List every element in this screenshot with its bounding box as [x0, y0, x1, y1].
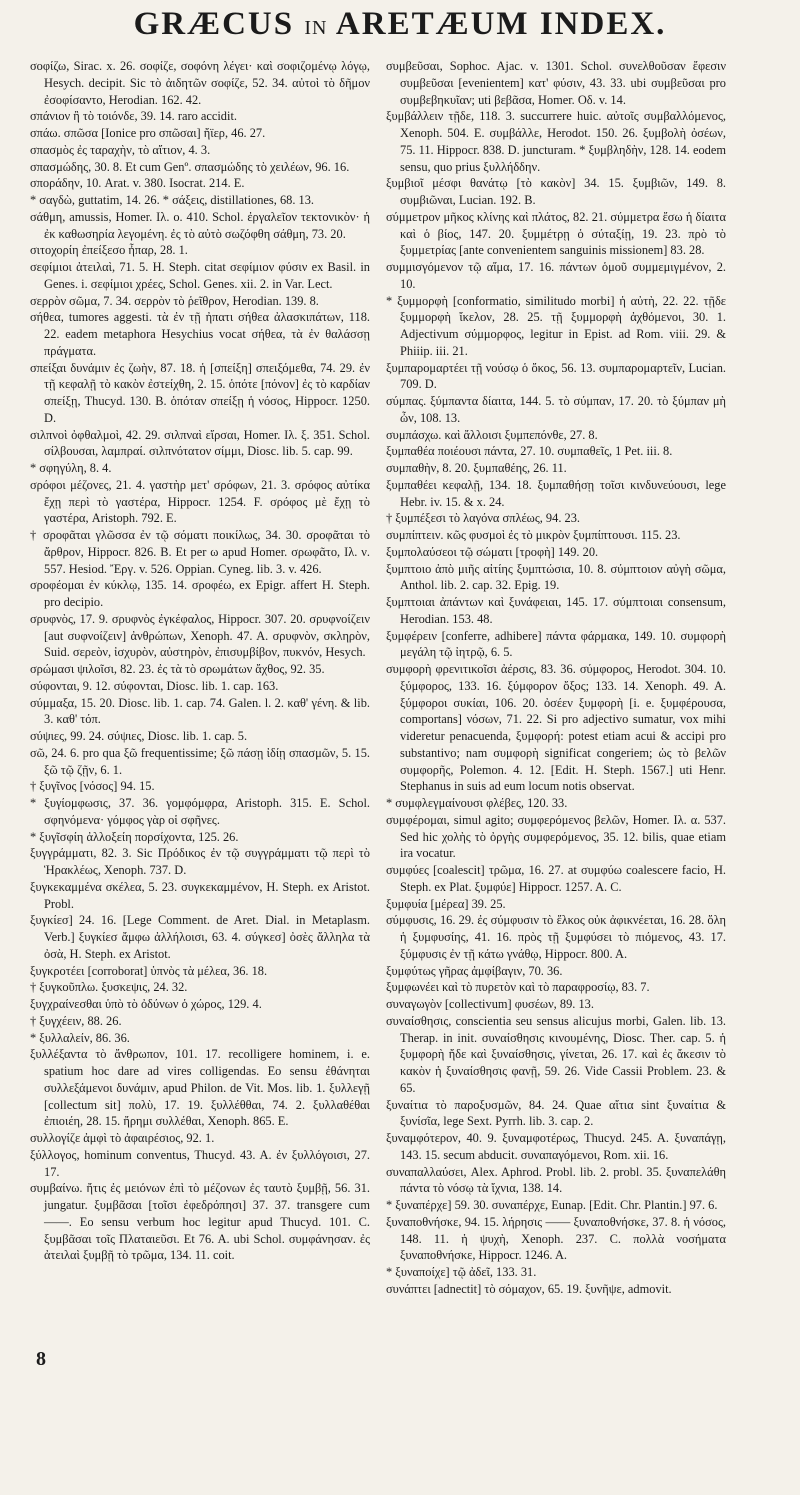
- index-entry: ξυλλέξαντα τὸ ἄνθρωπον, 101. 17. recolligere hominem, i. e. spatium hoc dare ad vires colligendas. Eo sensu ἐθάνηται συλλεξάμενοι δυνάμιν, apud Philon. de Vit. Mos. lib. 1. ξυλλεγῇ [collectum sit] πολὺ, 17. 19. ξυλλέθθαι, 74. 2. ξυλλαθέθαι ἐπιοιέη, 28. 15. ἤρημι συλλέθαι, Xenoph. 865. E.: [30, 1047, 370, 1129]
- index-entry: † ξυμπέξεσι τὸ λαγόνα σπλέως, 94. 23.: [386, 511, 581, 526]
- index-entry: σπασμώδης, 30. 8. Et cum Genº. σπασμώδης τὸ χειλέων, 96. 16.: [30, 159, 350, 174]
- index-entry: συμφύες [coalescit] τρῶμα, 16. 27. at συμφύω coalescere facio, H. Steph. ex Plat. ξυμφύε] Hippocr. 1257. A. C.: [386, 863, 726, 894]
- index-entry: ξυμπαθέα ποιέουσι πάντα, 27. 10. συμπαθεῖς, 1 Pet. iii. 8.: [386, 444, 673, 459]
- index-entry: σύφονται, 9. 12. σύφονται, Diosc. lib. 1. cap. 163.: [30, 678, 279, 693]
- index-entry: * ξυγίομφωσις, 37. 36. γομφόμφρα, Aristoph. 315. E. Schol. σφηνόμενα· γόμφος γὰρ οἱ σφῆνες.: [30, 796, 370, 827]
- index-entry: σιτοχορίη ἐπείξεσο ἦπαρ, 28. 1.: [30, 243, 188, 258]
- index-entry: σρόφοι μέζονες, 21. 4. γαστὴρ μετ' σρόφων, 21. 3. σρόφος αὐτίκα ἔχῃ περὶ τὸ γαστέρα, Hippocr. 1254. F. σρόφος μὲ ἔχῃ τὸ γαστέρα, Aristoph. 792. E.: [30, 477, 370, 526]
- index-entry: ξυναμφότερον, 40. 9. ξυναμφοτέρως, Thucyd. 245. A. ξυναπάγῃ, 143. 15. secum abducit. συναπαγόμενοι, Rom. xii. 16.: [386, 1131, 726, 1162]
- index-entry: † σροφᾶται γλῶσσα ἐν τῷ σόματι ποικίλως, 34. 30. σροφᾶται τὸ ἄρθρον, Hippocr. 826. B. Et per ω apud Homer. σρωφᾶτο, Ιλ. ν. 557. Hesiod. Ἔργ. v. 526. Oppian. Cyneg. lib. 3. v. 426.: [30, 528, 370, 576]
- index-entry: συλλογίζε ἀμφὶ τὸ ἀφαιρέσιος, 92. 1.: [30, 1131, 215, 1145]
- index-entry: σροφέομαι ἐν κύκλῳ, 135. 14. σροφέω, ex Epigr. affert H. Steph. pro decipio.: [30, 578, 370, 609]
- index-entry: ξύλλογος, hominum conventus, Thucyd. 43. A. ἐν ξυλλόγοισι, 27. 17.: [30, 1147, 370, 1179]
- page-title: [0, 6, 800, 43]
- index-entry: σποράδην, 10. Arat. v. 380. Isocrat. 214. E.: [30, 176, 245, 191]
- index-entry: ξυναίτια τὸ παροξυσμῶν, 84. 24. Quae αἴτια sint ξυναίτια & ξυνίσῖα, lege Sext. Pyrrh. lib. 3. cap. 2.: [386, 1097, 726, 1129]
- index-entry: ξυμβιοῖ μέσφι θανάτῳ [τὸ κακὸν] 34. 15. ξυμβιῶν, 149. 8. συμβιῶναι, Lucian. 192. B.: [386, 176, 726, 207]
- index-entry: σύμπας. ξύμπαντα δίαιτα, 144. 5. τὸ σύμπαν, 17. 20. τὸ ξύμπαν μὴ ὦν, 108. 13.: [386, 394, 726, 425]
- index-entry: † ξυγχέειν, 88. 26.: [30, 1013, 122, 1028]
- index-entry: † ξυγῖνος [νόσος] 94. 15.: [30, 779, 155, 794]
- index-entry: σύψιες, 99. 24. σύψιες, Diosc. lib. 1. cap. 5.: [30, 729, 248, 743]
- index-entry: συμμισγόμενον τῷ αἵμα, 17. 16. πάντων ὁμοῦ συμμεμιγμένον, 2. 10.: [386, 260, 726, 291]
- index-entry: συναίσθησις, conscientia seu sensus alicujus morbi, Galen. lib. 13. Therap. in init. συναίσθησις κινουμένης, Diosc. Ther. cap. 5. ἡ ξυμφορὴ ἤδε καὶ ξυναίσθησις, γίνεται, 26. 17. καὶ ἐς ἄκεσιν τὸ κακὸν ἡ ξυναίσθησις φανῇ, 59. 26. Vide Cassii Problem. 23. & 65.: [386, 1013, 726, 1095]
- index-entry: ξυγκεκαμμένα σκέλεα, 5. 23. συγκεκαμμένον, H. Steph. ex Aristot. Probl.: [30, 879, 370, 911]
- index-entry: ξυμφωνέει καὶ τὸ πυρετὸν καὶ τὸ παραφροσίῳ, 83. 7.: [386, 980, 650, 995]
- title-part-2: ARETÆUM INDEX.: [335, 6, 667, 42]
- index-entry: * ξυλλαλείν, 86. 36.: [30, 1030, 130, 1045]
- index-entry: ξυμπτοιο ἀπὸ μιῆς αἰτίης ξυμπτώσια, 10. 8. σύμπτοιον αὐγὴ σῶμα, Anthol. lib. 2. cap. 32. Epig. 19.: [386, 561, 726, 593]
- index-entry: * συμφλεγμαίνουσι φλέβες, 120. 33.: [386, 796, 568, 810]
- index-entry: ξυμφέρειν [conferre, adhibere] πάντα φάρμακα, 149. 10. συμφορὴ μεγάλη τῷ ἰητρῷ, 6. 5.: [386, 628, 726, 660]
- index-entry: σῶ, 24. 6. pro qua ξῶ frequentissime; ξῶ πάσῃ ἰδίῃ σπασμῶν, 5. 15. ξῶ τῷ ζῇν, 6. 1.: [30, 745, 370, 777]
- index-entry: ξυμπαρομαρτέει τῇ νούσῳ ὁ ὄκος, 56. 13. συμπαρομαρτεῖν, Lucian. 709. D.: [386, 360, 726, 392]
- index-entry: σάθμη, amussis, Homer. Ιλ. ο. 410. Schol. ἐργαλεῖον τεκτονικὸν· ἡ ἐκ καθωσηρία λεγομένη. ἐς τὸ αὐτὸ σωζόφθη σάθμη, 73. 20.: [30, 209, 370, 241]
- index-entry: ξυγγράμματι, 82. 3. Sic Πρόδικος ἐν τῷ συγγράμματι τῷ περὶ τὸ Ἡρακλέως, Xenoph. 737. D.: [30, 846, 370, 877]
- index-entry: ξυγκίεσ] 24. 16. [Lege Comment. de Aret. Dial. in Metaplasm. Verb.] ξυγκίεσ ἄμφω ἀλλήλοισι, 63. 4. σύγκεσ] ὀσὲς ἄλληλα τὰ ὀσὰ, H. Steph. ex Aristot.: [30, 913, 370, 961]
- index-entry: σύμμαξα, 15. 20. Diosc. lib. 1. cap. 74. Galen. l. 2. καθ' γένη. & lib. 3. καθ' τόπ.: [30, 695, 370, 727]
- index-entry: συμφέρομαι, simul agito; συμφερόμενος βελῶν, Homer. Ιλ. α. 537. Sed hic χολὴς τὸ ὀργὴς συμφερόμενος, 35. 12. bilis, quae etiam ira vocatur.: [386, 812, 726, 861]
- index-entry: σρώμασι ψιλοῖσι, 82. 23. ἐς τὰ τὸ σρωμάτων ἄχθος, 92. 35.: [30, 662, 325, 676]
- index-entry: ξυμφυία [μέρεα] 39. 25.: [386, 896, 506, 911]
- index-entry: σοφίζω, Sirac. x. 26. σοφίζε, σοφόνη λέγει· καὶ σοφιζομένῳ λόγῳ, Hesych. decipit. Sic τὸ ἀιδητῶν σοφίζε, 52. 34. αὐτοὶ τὸ δῆμον ἐσοφίσαντο, Herodian. 162. 42.: [30, 59, 370, 107]
- index-entry: * ξυναπέρχε] 59. 30. συναπέρχε, Eunap. [Edit. Chr. Plantin.] 97. 6.: [386, 1198, 718, 1212]
- index-entry: ξυμπτοιαι ἀπάντων καὶ ξυνάφειαι, 145. 17. σύμπτοιαι consensum, Herodian. 153. 48.: [386, 595, 726, 626]
- index-entry: ξυμφύτως γῆρας ἀμφίβαγιν, 70. 36.: [386, 963, 563, 978]
- index-entry: σύμμετρον μῆκος κλίνης καὶ πλάτος, 82. 21. σύμμετρα ἔσω ἡ δίαιτα καὶ ὁ βίος, 147. 20. ξυμμέτρῃ ὁ σύταξίῃ, 19. 23. πρὸ τὸ ξυμμετρίας [ante convenientem sanguinis missionem] 83. 28.: [386, 209, 726, 258]
- page-number: 8: [36, 1348, 46, 1370]
- index-entry: ξυγκροτέει [corroborat] ὑπνὸς τὰ μέλεα, 36. 18.: [30, 963, 268, 978]
- index-entry: σύμφυσις, 16. 29. ἐς σύμφυσιν τὸ ἕλκος οὐκ ἀφικνέεται, 16. 28. ὅλη ἡ ξυμφυσίης, 41. 16. πρὸς τῇ ξυμφύσει τὸ πιόμενος, 43. 17. ξύμφυσις ἐν τῇ κάτω γνάθῳ, Hippocr. 800. A.: [386, 913, 726, 961]
- index-entry: σιλπνοὶ ὀφθαλμοὶ, 42. 29. σιλπναὶ εἵρσαι, Homer. Ιλ. ξ. 351. Schol. σίλβουσαι, λαμπραί. σιλπνότατον σίμμι, Diosc. lib. 5. cap. 99.: [30, 427, 370, 459]
- title-part-in: IN: [304, 17, 328, 39]
- index-entry: ξυναποθνήσκε, 94. 15. λήρησις —— ξυναποθνήσκε, 37. 8. ἡ νόσος, 148. 11. ἡ ψυχὴ, Xenoph. 237. C. πολλὰ νοσήματα ξυναποθνήσκε, Hippocr. 1246. A.: [386, 1214, 726, 1263]
- index-entry: σεφίμιοι ἀτειλαὶ, 71. 5. H. Steph. citat σεφίμιον φύσιν ex Basil. in Genes. i. σεφίμιοι χρέες, Schol. Genes. xii. 2. in Var. Lect.: [30, 260, 370, 291]
- index-entry: * ξυναποίχε] τῷ ἀδεῖ, 133. 31.: [386, 1265, 537, 1279]
- left-column: [30, 58, 370, 1348]
- index-entry: σρυφνὸς, 17. 9. σρυφνὸς ἐγκέφαλος, Hippocr. 307. 20. σρυφνοίζειν [aut συφνοίζειν] ἀνθρώπων, Xenoph. 47. A. σρυφνὸν, σκληρὸν, Suid. σερεὸν, ἰσχυρὸν, αὐστηρὸν, ἐπισυμβίβον, πυκνόν, Hesych.: [30, 611, 370, 660]
- title-part-1: GRÆCUS: [133, 6, 295, 42]
- index-entry: σπάω. σπῶσα [Ionice pro σπῶσαι] ἤϊερ, 46. 27.: [30, 126, 266, 140]
- index-entry: ξυμπαθέει κεφαλῇ, 134. 18. ξυμπαθήσῃ τοῖσι κινδυνεύουσι, lege Hebr. iv. 15. & x. 24.: [386, 477, 726, 509]
- index-entry: συμβαίνω. ἤτις ἐς μειόνων ἐπὶ τὸ μέζονων ἐς ταυτὸ ξυμβῇ, 56. 31. jungatur. ξυμβᾶσαι [τοῖσι ἐφεδρόπησι] 37. 37. transgere cum ——. Eo sensu verbum hoc legitur apud Thucyd. 101. C. ξυμβᾶσαι τοῖς Πλαταιεῦσι. Et 76. A. ubi Schol. συμφάνησαν. ἐς ἀτειλαὶ ξυμβῇ τὸ τρῶμα, 134. 11. coit.: [30, 1181, 370, 1263]
- index-entry: σπάνιον ἢ τὸ τοιόνδε, 39. 14. raro accidit.: [30, 109, 237, 124]
- index-entry: ξυγχραίνεσθαι ὑπὸ τὸ ὀδύνων ὁ χώρος, 129. 4.: [30, 997, 262, 1011]
- index-entry: σπασμὸς ἐς ταραχὴν, τὸ αἴτιον, 4. 3.: [30, 142, 211, 157]
- index-entry: συναπαλλαύσει, Alex. Aphrod. Probl. lib. 2. probl. 35. ξυναπελάθη πάντα τὸ νόσῳ τὰ ἴχνια, 138. 14.: [386, 1164, 726, 1196]
- index-entry: ξυμβάλλειν τῇδε, 118. 3. succurrere huic. αὐτοῖς συμβαλλόμενος, Xenoph. 504. E. συμβάλλε, Herodot. 150. 26. ξυμβολὴ ὀσέων, 75. 11. Hippocr. 838. D. juncturam. * ξυμβληδὴν, 128. 14. eodem sensu, quo prius ξυλλήδδην.: [386, 109, 726, 174]
- index-entry: συναγωγὸν [collectivum] φυσέων, 89. 13.: [386, 997, 594, 1011]
- index-entry: σπείξαι δυνάμιν ἐς ζωὴν, 87. 18. ἡ [σπείξη] σπειξόμεθα, 74. 29. ἐν τῇ κεφαλῇ τὸ κακὸν ἐστείχθη, 2. 15. ὁπότε [πόνον] ἐς τὸ καρδίαν σπείξῃ, Thucyd. 130. B. ὁπόταν σπείξῃ ἡ νόσος, Hippocr. 1250. D.: [30, 360, 370, 425]
- index-entry: * σαγδὼ, guttatim, 14. 26. * σάξεις, distillationes, 68. 13.: [30, 193, 315, 207]
- index-entry: * ξυγῖσφίη ἀλλοξείη πορσίχοντα, 125. 26.: [30, 829, 239, 844]
- index-entry: συμφορὴ φρενιτικοῖσι ἀέρσις, 83. 36. σύμφορος, Herodot. 304. 10. ξύμφορος, 133. 16. ξύμφορον ὄξος; 133. 14. Xenoph. 49. A. ξύμφοροι συκίαι, 106. 20. ὀσέεν ξυμφορὴ [i. e. ξυμφέρουσα, comportans] νόσων, 71. 22. Si pro adjectivo sumatur, vox mihi videretur penacuenda, ξυμφορή: potest etiam acui & accipi pro substantivo; nam συμφορὴ significat congeriem; ὡς τὸ βελῶν συμφορῆς, Polemon. 4. 12. [Edit. H. Steph. 1567.] uti Henr. Stephanus in suis ad eum locum notis observat.: [386, 662, 726, 794]
- index-entry: συμπίπτειν. κῶς φυσμοὶ ἐς τὸ μικρὸν ξυμπίπτουσι. 115. 23.: [386, 528, 681, 542]
- index-entry: * ξυμμορφὴ [conformatio, similitudo morbi] ἡ αὐτὴ, 22. 22. τῇδε ξυμμορφὴ ἴκελον, 28. 25. τῇ ξυμμορφὴ ἀχθόμενοι, 30. 1. Adjectivum σύμμορφος, legitur in Epist. ad Rom. viii. 29. & Phiiip. iii. 21.: [386, 293, 726, 358]
- index-entry: σερρὸν σῶμα, 7. 34. σερρὸν τὸ ῥεῖθρον, Herodian. 139. 8.: [30, 293, 319, 308]
- index-entry: συμπαθὴν, 8. 20. ξυμπαθέης, 26. 11.: [386, 461, 567, 475]
- index-entry: συμβεῦσαι, Sophoc. Ajac. v. 1301. Schol. συνελθοῦσαν ἔφεσιν συμβεῦσαι [evenientem] κατ' φύσιν, 43. 33. ubi συμβεῦσαι pro συμβεβηκυῖαν; uti βεβᾶσα, Homer. Οδ. v. 14.: [386, 59, 726, 107]
- right-column: [386, 58, 726, 1348]
- index-entry: συμπάσχω. καὶ ἄλλοισι ξυμπεπόνθε, 27. 8.: [386, 427, 598, 442]
- index-entry: * σφηγύλη, 8. 4.: [30, 461, 112, 475]
- index-entry: ξυμπολαύσεοι τῷ σώματι [τροφὴ] 149. 20.: [386, 544, 599, 559]
- index-entry: σήθεα, tumores aggesti. τὰ ἐν τῇ ἠπατι σήθεα ἀλασκιπάτων, 118. 22. eadem metaphora Hesychius vocat σήθεα, τὰ ἐν θαλάσσῃ πράγματα.: [30, 310, 370, 358]
- index-entry: συνάπτει [adnectit] τὸ σόμαχον, 65. 19. ξυνῆψε, admovit.: [386, 1281, 672, 1296]
- index-entry: † ξυγκοῦπλω. ξυσκεψις, 24. 32.: [30, 980, 188, 995]
